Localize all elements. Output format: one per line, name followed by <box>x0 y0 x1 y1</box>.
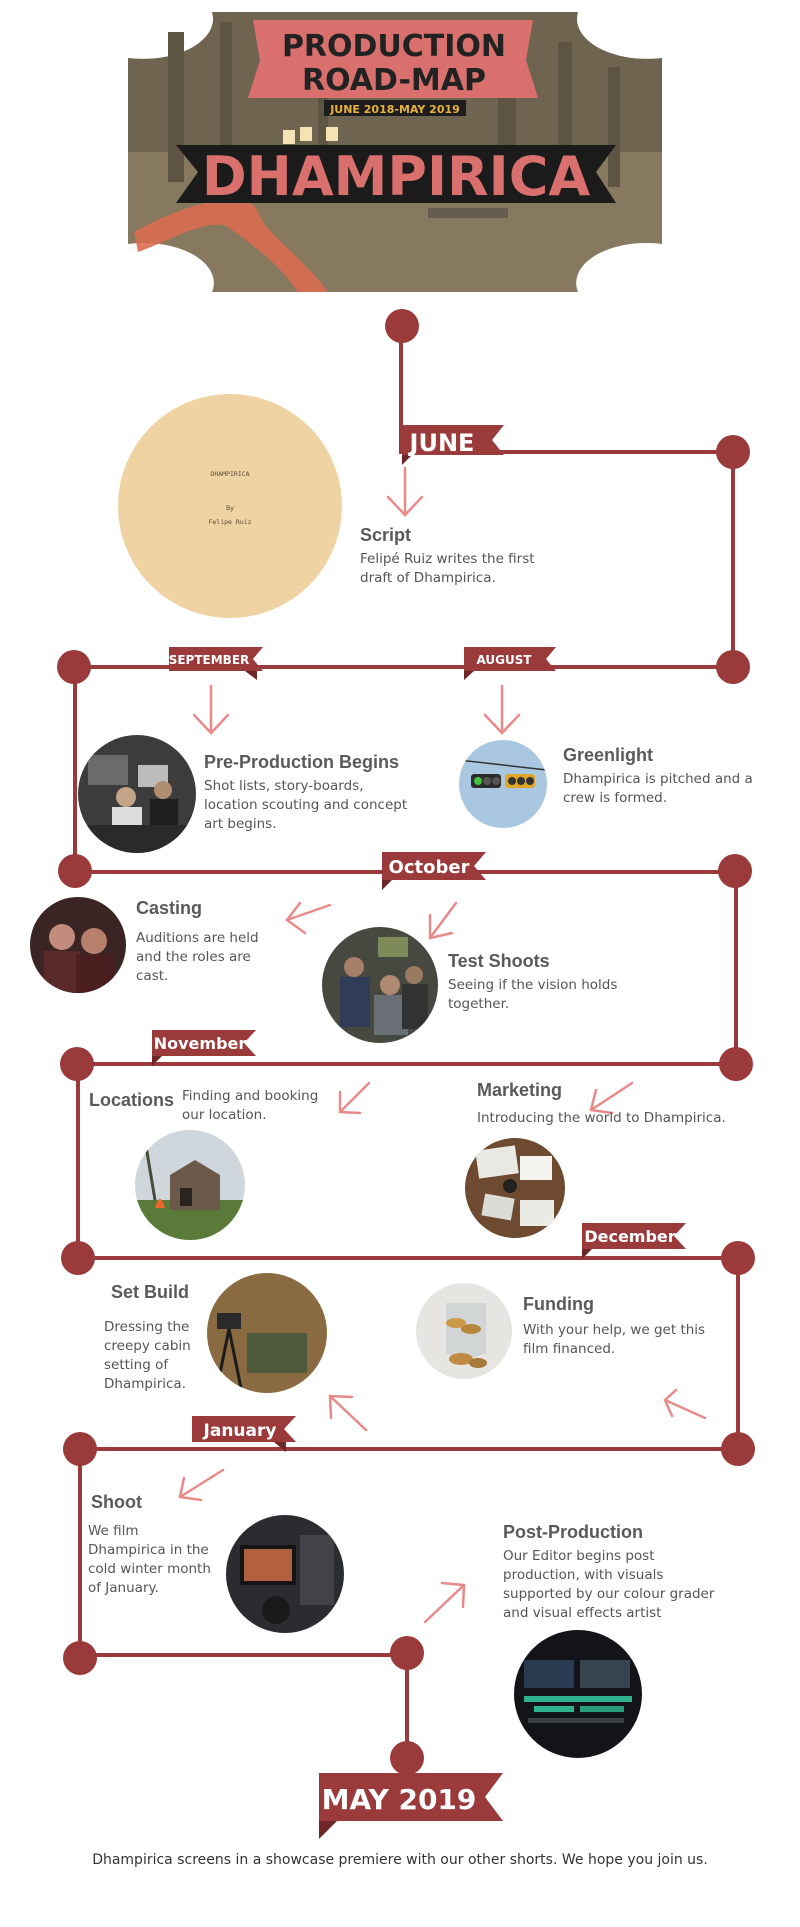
milestone-greenlight <box>563 745 763 808</box>
header-line1: PRODUCTION <box>281 29 507 64</box>
milestone-title: Marketing <box>477 1080 563 1100</box>
arrow-up-left-icon <box>330 1396 366 1430</box>
month-banner-august <box>460 647 560 681</box>
milestone-desc: Seeing if the vision holds together. <box>448 977 618 1012</box>
script-image: DHAMPIRICA By Felipe Ruiz <box>118 394 342 618</box>
milestone-test-shoots <box>448 951 648 1014</box>
milestone-locations-desc: Finding and booking our location. <box>182 1088 319 1123</box>
footer-text: Dhampirica screens in a showcase premiere with our other shorts. We hope you join us. <box>92 1852 708 1868</box>
milestone-title: Script <box>360 525 412 545</box>
locations-image <box>135 1130 245 1240</box>
shoot-image <box>226 1515 344 1633</box>
arrow-down-icon <box>194 686 228 733</box>
arrow-down-icon <box>388 468 422 515</box>
svg-text:AUGUST: AUGUST <box>476 653 532 667</box>
milestone-locations-title: Locations <box>89 1090 175 1110</box>
milestone-desc: With your help, we get this film financed. <box>523 1322 706 1357</box>
set-build-image <box>207 1273 327 1393</box>
arrow-left-icon <box>665 1390 705 1418</box>
svg-text:SEPTEMBER: SEPTEMBER <box>168 653 250 667</box>
milestone-title: Casting <box>136 898 203 918</box>
svg-text:MAY 2019: MAY 2019 <box>321 1783 477 1816</box>
month-banner-september <box>167 647 267 681</box>
header-line2: ROAD-MAP <box>302 63 486 98</box>
svg-text:November: November <box>153 1034 247 1053</box>
milestone-desc: Our Editor begins post production, with visuals supported by our colour grader and visual effects artist <box>503 1548 715 1621</box>
milestone-shoot-desc: We film Dhampirica in the cold winter month of January. <box>88 1523 211 1596</box>
milestone-title: Pre-Production Begins <box>204 752 400 772</box>
header-title: DHAMPIRICA <box>201 145 591 208</box>
svg-text:January: January <box>203 1421 277 1441</box>
funding-image <box>416 1283 512 1379</box>
milestone-set-build-desc: Dressing the creepy cabin setting of Dhampirica. <box>104 1319 191 1392</box>
svg-text:JUNE: JUNE <box>409 429 475 457</box>
arrow-down-left-icon <box>340 1083 369 1113</box>
month-banner-november <box>150 1030 260 1070</box>
milestone-title: Funding <box>523 1294 594 1314</box>
milestone-desc: Felipé Ruiz writes the first draft of Dhampirica. <box>360 551 535 586</box>
milestone-title: Post-Production <box>503 1522 643 1542</box>
test-shoots-image <box>322 927 438 1043</box>
arrow-left-icon <box>287 903 330 933</box>
milestone-shoot-title: Shoot <box>91 1492 142 1512</box>
milestone-desc: Introducing the world to Dhampirica. <box>477 1110 726 1126</box>
header-dates: JUNE 2018-MAY 2019 <box>330 103 460 116</box>
milestone-post-production <box>503 1522 718 1623</box>
arrow-down-icon <box>485 686 519 733</box>
milestone-script <box>360 525 560 588</box>
milestone-pre-production <box>204 752 414 834</box>
milestone-desc: Auditions are held and the roles are cast. <box>136 930 259 984</box>
milestone-set-build-title: Set Build <box>111 1282 190 1302</box>
arrow-down-left-icon <box>430 903 456 938</box>
month-banner-june <box>398 425 508 475</box>
marketing-image <box>465 1138 565 1238</box>
milestone-casting <box>136 898 266 986</box>
casting-image <box>30 897 126 993</box>
svg-text:October: October <box>388 857 470 878</box>
arrow-down-left-icon <box>180 1470 223 1500</box>
milestone-desc: Dhampirica is pitched and a crew is formed. <box>563 771 753 806</box>
milestone-title: Test Shoots <box>448 951 550 971</box>
milestone-marketing <box>477 1080 747 1128</box>
arrow-up-right-icon <box>425 1583 464 1622</box>
post-production-image <box>514 1630 642 1758</box>
month-banner-may-2019 <box>317 1773 507 1843</box>
milestone-desc: Shot lists, story-boards, location scouting and concept art begins. <box>204 778 408 832</box>
month-banner-january <box>190 1416 300 1458</box>
month-banner-december <box>580 1223 690 1263</box>
month-banner-october <box>380 852 490 892</box>
svg-text:December: December <box>584 1227 676 1246</box>
traffic-light-image <box>459 740 547 828</box>
pre-production-image <box>78 735 196 853</box>
milestone-funding <box>523 1294 723 1359</box>
milestone-title: Greenlight <box>563 745 654 765</box>
